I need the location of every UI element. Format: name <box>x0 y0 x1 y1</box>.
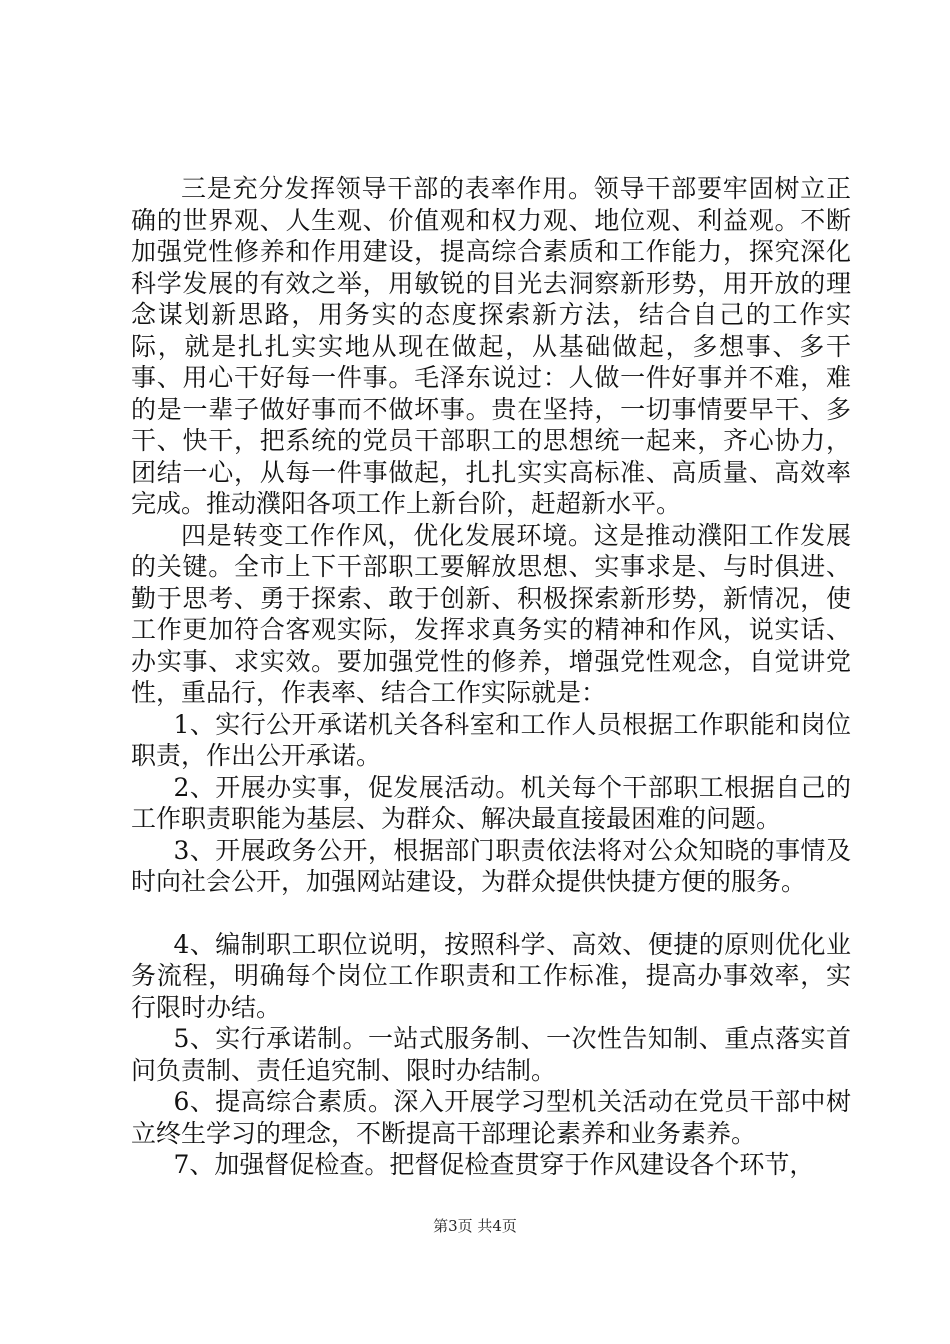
list-item-commitment-system: 5、实行承诺制。一站式服务制、一次性告知制、重点落实首问负责制、责任追究制、限时办结制。 <box>131 1024 851 1085</box>
list-item-public-commitment: 1、实行公开承诺机关各科室和工作人员根据工作职能和岗位职责，作出公开承诺。 <box>131 709 851 770</box>
list-item-government-openness: 3、开展政务公开，根据部门职责依法将对公众知晓的事情及时向社会公开，加强网站建设，为群众提供快捷方便的服务。 <box>131 835 851 896</box>
list-item-supervision: 7、加强督促检查。把督促检查贯穿于作风建设各个环节， <box>173 1150 815 1179</box>
page-number-label: 第3页 共4页 <box>433 1217 517 1235</box>
paragraph-leadership-role: 三是充分发挥领导干部的表率作用。领导干部要牢固树立正确的世界观、人生观、价值观和权力观、地位观、利益观。不断加强党性修养和作用建设，提高综合素质和工作能力，探究深化科学发展的有效之举，用敏锐的目光去洞察新形势，用开放的理念谋划新思路，用务实的态度探索新方法，结合自己的工作实际，就是扎扎实实地从现在做起，从基础做起，多想事、多干事、用心干好每一件事。毛泽东说过：人做一件好事并不难，难的是一辈子做好事而不做坏事。贵在坚持，一切事情要早干、多干、快干，把系统的党员干部职工的思想统一起来，齐心协力，团结一心，从每一件事做起，扎扎实实高标准、高质量、高效率完成。推动濮阳各项工作上新台阶，赶超新水平。 <box>131 174 851 518</box>
document-body <box>131 173 851 1181</box>
list-item-job-descriptions: 4、编制职工职位说明，按照科学、高效、便捷的原则优化业务流程，明确每个岗位工作职责和工作标准，提高办事效率，实行限时办结。 <box>131 929 851 1022</box>
list-item-overall-quality: 6、提高综合素质。深入开展学习型机关活动在党员干部中树立终生学习的理念，不断提高干部理论素养和业务素养。 <box>131 1087 851 1148</box>
paragraph-work-style: 四是转变工作作风，优化发展环境。这是推动濮阳工作发展的关键。全市上下干部职工要解放思想、实事求是、与时俱进、勤于思考、勇于探索、敢于创新、积极探索新形势，新情况，使工作更加符合客观实际，发挥求真务实的精神和作风，说实话、办实事、求实效。要加强党性的修养，增强党性观念，自觉讲党性，重品行，作表率、结合工作实际就是： <box>131 520 851 707</box>
paragraph-spacer <box>131 898 851 929</box>
page-footer <box>0 1215 950 1236</box>
list-item-practical-affairs: 2、开展办实事，促发展活动。机关每个干部职工根据自己的工作职责职能为基层、为群众、解决最直接最困难的问题。 <box>131 772 851 833</box>
